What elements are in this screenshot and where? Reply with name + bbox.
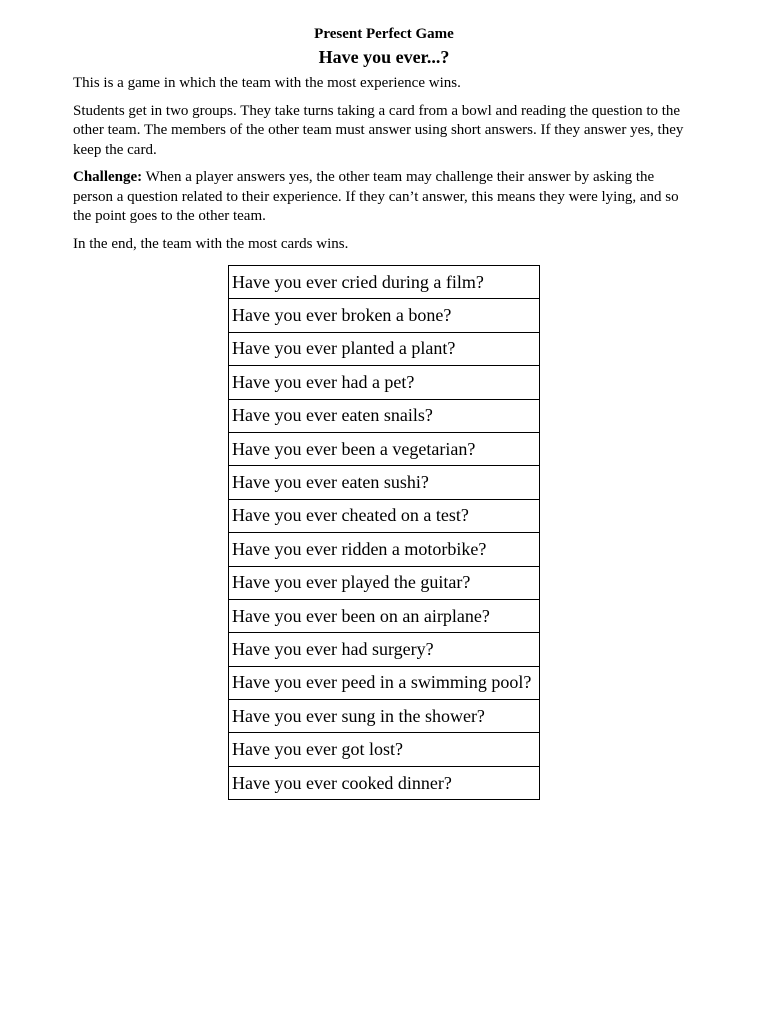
table-row xyxy=(229,633,540,666)
ending-paragraph: In the end, the team with the most cards wins. xyxy=(73,235,349,252)
question-card: Have you ever eaten snails? xyxy=(229,399,540,432)
question-card: Have you ever ridden a motorbike? xyxy=(229,533,540,566)
challenge-label: Challenge: xyxy=(73,169,143,185)
question-card: Have you ever had surgery? xyxy=(229,633,540,666)
question-card: Have you ever played the guitar? xyxy=(229,566,540,599)
question-card: Have you ever been on an airplane? xyxy=(229,599,540,632)
question-card: Have you ever had a pet? xyxy=(229,366,540,399)
table-row xyxy=(229,766,540,799)
question-card: Have you ever been a vegetarian? xyxy=(229,432,540,465)
question-card: Have you ever cried during a film? xyxy=(229,266,540,299)
challenge-text: When a player answers yes, the other team may challenge their answer by asking the person a question related to their experience. If they can’t answer, this means they were lying, and so the point goes to the other team. xyxy=(73,169,679,224)
table-row xyxy=(229,432,540,465)
question-card: Have you ever sung in the shower? xyxy=(229,700,540,733)
rules-paragraph: Students get in two groups. They take turns taking a card from a bowl and reading the question to the other team. The members of the other team must answer using short answers. If they answer yes, they keep the card. xyxy=(73,102,684,158)
table-row xyxy=(229,599,540,632)
question-cards-table xyxy=(228,265,540,800)
table-row xyxy=(229,566,540,599)
question-card: Have you ever planted a plant? xyxy=(229,332,540,365)
table-row xyxy=(229,466,540,499)
document-page xyxy=(73,0,695,254)
table-row xyxy=(229,399,540,432)
question-card: Have you ever peed in a swimming pool? xyxy=(229,666,540,699)
intro-paragraph: This is a game in which the team with the most experience wins. xyxy=(73,75,461,91)
table-row xyxy=(229,666,540,699)
table-row xyxy=(229,266,540,299)
table-row xyxy=(229,299,540,332)
table-row xyxy=(229,733,540,766)
document-subtitle: Have you ever...? xyxy=(318,47,450,67)
question-card: Have you ever got lost? xyxy=(229,733,540,766)
table-row xyxy=(229,499,540,532)
table-row xyxy=(229,533,540,566)
question-card: Have you ever eaten sushi? xyxy=(229,466,540,499)
question-card: Have you ever cooked dinner? xyxy=(229,766,540,799)
table-row xyxy=(229,332,540,365)
table-row xyxy=(229,700,540,733)
question-card: Have you ever broken a bone? xyxy=(229,299,540,332)
challenge-paragraph xyxy=(73,168,695,227)
document-title: Present Perfect Game xyxy=(314,26,454,42)
table-row xyxy=(229,366,540,399)
question-card: Have you ever cheated on a test? xyxy=(229,499,540,532)
